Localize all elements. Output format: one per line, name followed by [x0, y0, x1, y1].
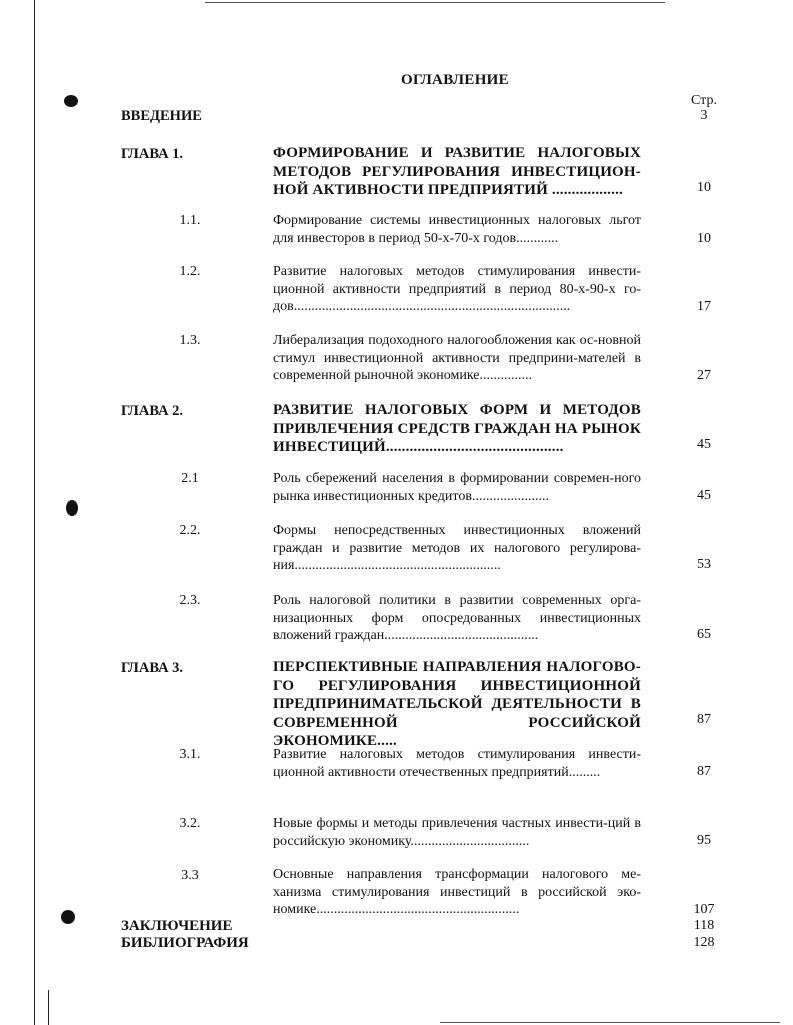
chapter-title: ФОРМИРОВАНИЕ И РАЗВИТИЕ НАЛОГОВЫХ МЕТОДОВ РЕГУЛИРОВАНИЯ ИНВЕСТИЦИОН-НОЙ АКТИВНОСТИ ПРЕДПРИЯТИЙ .................. — [273, 145, 641, 198]
section-page: 95 — [697, 833, 711, 848]
section-number: 2.1 — [181, 471, 199, 486]
section-number: 2.3. — [179, 593, 201, 608]
section-number: 1.3. — [179, 333, 201, 348]
section-title: Развитие налоговых методов стимулирования инвести-ционной активности предприятий в период 80-х-90-х го-дов............................................................................... — [273, 264, 641, 314]
chapter-page: 45 — [697, 437, 711, 452]
chapter-title: ПЕРСПЕКТИВНЫЕ НАПРАВЛЕНИЯ НАЛОГОВО-ГО РЕГУЛИРОВАНИЯ ИНВЕСТИЦИОННОЙ ПРЕДПРИНИМАТЕЛЬСКОЙ ДЕЯТЕЛЬНОСТИ В СОВРЕМЕННОЙ РОССИЙСКОЙ ЭКОНОМИКЕ..... — [273, 659, 641, 749]
section-title: Формы непосредственных инвестиционных вложений граждан и развитие методов их налогового регулирова-ния........................................................... — [273, 523, 641, 573]
section-title: Роль налоговой политики в развитии современных орга-низационных форм опосредованных инвестиционных вложений граждан............................................ — [273, 593, 641, 643]
chapter-page: 10 — [697, 180, 711, 195]
page-column-header: Стр. — [691, 93, 717, 108]
conclusion-page: 118 — [693, 918, 715, 933]
section-title: Новые формы и методы привлечения частных инвести-ций в российскую экономику.................................. — [273, 816, 641, 849]
section-page: 10 — [697, 231, 711, 246]
scan-punch-mark — [66, 500, 78, 516]
chapter-label: ГЛАВА 2. — [121, 403, 184, 419]
page-title: ОГЛАВЛЕНИЕ — [401, 72, 509, 88]
bibliography-page: 128 — [693, 935, 715, 950]
section-page: 53 — [697, 557, 711, 572]
intro-page: 3 — [700, 108, 708, 123]
scan-top-dashes — [205, 2, 665, 3]
chapter-page: 87 — [697, 712, 711, 727]
section-page: 45 — [697, 488, 711, 503]
chapter-label: ГЛАВА 1. — [121, 146, 184, 162]
section-page: 27 — [697, 368, 711, 383]
section-page: 65 — [697, 627, 711, 642]
section-number: 2.2. — [179, 523, 201, 538]
section-number: 3.1. — [179, 747, 201, 762]
section-title: Формирование системы инвестиционных налоговых льгот для инвесторов в период 50-х-70-х годов............ — [273, 213, 641, 246]
section-title: Роль сбережений населения в формировании современ-ного рынка инвестиционных кредитов...................... — [273, 471, 641, 504]
intro-label: ВВЕДЕНИЕ — [121, 108, 202, 124]
scan-bottom-dashes — [440, 1022, 780, 1023]
scan-punch-mark — [64, 95, 78, 107]
section-number: 1.2. — [179, 264, 201, 279]
section-page: 17 — [697, 299, 711, 314]
section-number: 3.3 — [181, 868, 199, 883]
bibliography-label: БИБЛИОГРАФИЯ — [121, 935, 249, 951]
section-title: Основные направления трансформации налогового ме-ханизма стимулирования инвестиций в российской эко-номике.......................................................... — [273, 867, 641, 917]
section-title: Развитие налоговых методов стимулирования инвести-ционной активности отечественных предприятий......... — [273, 747, 641, 780]
chapter-title: РАЗВИТИЕ НАЛОГОВЫХ ФОРМ И МЕТОДОВ ПРИВЛЕЧЕНИЯ СРЕДСТВ ГРАЖДАН НА РЫНОК ИНВЕСТИЦИЙ............................................. — [273, 402, 641, 455]
section-number: 3.2. — [179, 816, 201, 831]
conclusion-label: ЗАКЛЮЧЕНИЕ — [121, 918, 233, 934]
scan-edge-line — [48, 990, 49, 1025]
section-page: 107 — [693, 902, 715, 917]
scan-edge-line — [34, 0, 35, 1025]
scan-punch-mark — [61, 910, 75, 924]
chapter-label: ГЛАВА 3. — [121, 660, 184, 676]
section-title: Либерализация подоходного налогообложения как ос-новной стимул инвестиционной активности предприни-мателей в современной рыночной экономике............... — [273, 333, 641, 383]
section-number: 1.1. — [179, 213, 201, 228]
section-page: 87 — [697, 764, 711, 779]
